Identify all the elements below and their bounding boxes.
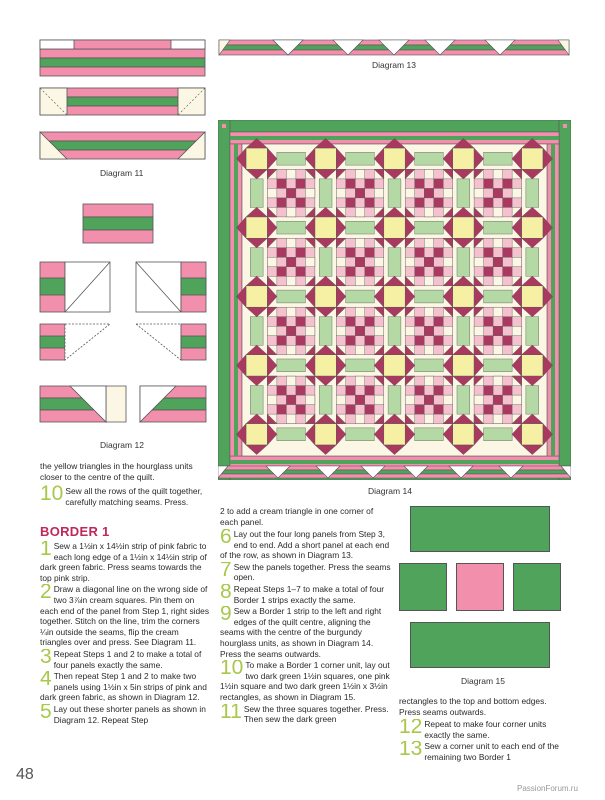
block-square [286, 238, 296, 248]
block-square [305, 188, 315, 198]
diagram-12-panels [36, 200, 211, 440]
diagram-14-quilt [218, 120, 571, 480]
block-square [484, 386, 494, 396]
block-square [365, 336, 375, 346]
block-center [355, 326, 365, 336]
block-square [365, 405, 375, 415]
col1-steps [40, 541, 210, 726]
star-center [522, 286, 543, 307]
step-number: 2 [40, 584, 52, 604]
sash-strip [526, 386, 539, 415]
block-square [267, 188, 277, 198]
diagram-13-border-strip [218, 38, 570, 60]
diagram-12-caption: Diagram 12 [100, 440, 144, 450]
block-square [296, 198, 306, 208]
step-text: Sew a 1½in x 14½in strip of pink fabric to each long edge of a 1½in x 14½in strip of dark green fabric. Press seams towards the top pink strip. [40, 541, 207, 583]
block-square [346, 405, 356, 415]
step-item [40, 584, 210, 648]
block-center [355, 188, 365, 198]
block-square [346, 317, 356, 327]
block-square [405, 188, 415, 198]
block-square [415, 267, 425, 277]
diagram-12-short-panel [83, 204, 153, 243]
block-square [346, 386, 356, 396]
step-item [399, 741, 571, 762]
section-heading: BORDER 1 [40, 524, 110, 539]
block-square [355, 376, 365, 386]
footer-watermark: PassionForum.ru [517, 784, 578, 793]
block-square [493, 238, 503, 248]
step-number: 12 [399, 719, 423, 738]
block-center [286, 188, 296, 198]
step-number: 11 [220, 703, 242, 723]
step-number: 10 [40, 482, 64, 505]
col3-steps [399, 719, 571, 763]
block-square [493, 207, 503, 217]
block-square [415, 386, 425, 396]
block-square [355, 238, 365, 248]
block-square [286, 376, 296, 386]
block-square [296, 248, 306, 258]
block-square [493, 276, 503, 286]
block-center [424, 257, 434, 267]
block-square [503, 198, 513, 208]
sash-strip [319, 386, 332, 415]
block-square [365, 386, 375, 396]
block-square [286, 169, 296, 179]
step-item [220, 562, 392, 583]
star-center [384, 148, 405, 169]
block-square [336, 395, 346, 405]
block-square [434, 248, 444, 258]
block-square [336, 326, 346, 336]
sash-strip [457, 179, 470, 208]
block-square [365, 179, 375, 189]
sash-strip [484, 359, 513, 372]
block-square [346, 267, 356, 277]
block-square [424, 376, 434, 386]
block-square [434, 386, 444, 396]
star-center [384, 286, 405, 307]
block-square [346, 248, 356, 258]
col1-step-10 [40, 482, 210, 507]
sash-strip [250, 179, 263, 208]
block-square [286, 276, 296, 286]
block-square [503, 386, 513, 396]
step-item [399, 719, 571, 740]
block-square [296, 317, 306, 327]
block-square [443, 188, 453, 198]
step-text: Repeat Steps 1 and 2 to make a total of four panels exactly the same. [53, 648, 202, 670]
block-square [512, 188, 522, 198]
block-center [493, 257, 503, 267]
block-center [424, 395, 434, 405]
col3-continuation [399, 696, 569, 717]
step-number: 7 [220, 561, 232, 581]
block-center [355, 395, 365, 405]
block-square [277, 267, 287, 277]
block-square [434, 198, 444, 208]
block-square [493, 345, 503, 355]
star-center [453, 355, 474, 376]
sash-strip [346, 290, 375, 303]
sash-strip [346, 359, 375, 372]
block-square [503, 267, 513, 277]
diagram-15-bottom-rect [410, 622, 550, 668]
block-square [267, 257, 277, 267]
step-text: Sew the panels together. Press the seams open. [233, 561, 391, 583]
step-number: 8 [220, 583, 232, 603]
star-center [522, 355, 543, 376]
star-center [453, 286, 474, 307]
block-square [405, 395, 415, 405]
step-item [220, 584, 392, 605]
block-square [503, 179, 513, 189]
block-square [405, 257, 415, 267]
block-square [355, 207, 365, 217]
block-square [424, 169, 434, 179]
star-center [246, 217, 267, 238]
block-square [415, 179, 425, 189]
diagram-11-panels [36, 38, 211, 178]
sash-strip [319, 248, 332, 277]
step-number: 4 [40, 671, 52, 691]
diagram-14-caption: Diagram 14 [368, 486, 412, 496]
diagram-15-top-rect [410, 506, 550, 552]
col2-continuation [220, 506, 390, 527]
sash-strip [415, 221, 444, 234]
block-square [374, 326, 384, 336]
star-center [384, 355, 405, 376]
sash-strip [346, 221, 375, 234]
star-center [315, 424, 336, 445]
block-square [484, 336, 494, 346]
block-square [503, 405, 513, 415]
step-item [40, 649, 210, 670]
block-square [484, 179, 494, 189]
block-square [346, 198, 356, 208]
sash-strip [526, 248, 539, 277]
block-square [374, 188, 384, 198]
block-square [415, 198, 425, 208]
step-text: Repeat Steps 1–7 to make a total of four Border 1 strips exactly the same. [233, 583, 385, 605]
step-text: Then repeat Step 1 and 2 to make two panels using 1½in x 5in strips of pink and dark green fabric, as shown in Diagram 12. [40, 671, 207, 703]
block-square [484, 405, 494, 415]
step-number: 6 [220, 529, 232, 548]
diagram-12-row-a [40, 262, 206, 312]
step-item [220, 606, 392, 659]
block-square [484, 317, 494, 327]
step-number: 13 [399, 741, 423, 761]
block-square [474, 188, 484, 198]
block-square [493, 169, 503, 179]
star-center [246, 148, 267, 169]
block-center [493, 188, 503, 198]
step-number: 1 [40, 541, 52, 560]
block-square [286, 345, 296, 355]
block-square [512, 395, 522, 405]
sash-strip [319, 317, 332, 346]
block-center [493, 395, 503, 405]
diagram-15-left-square [399, 563, 447, 611]
block-square [296, 405, 306, 415]
block-center [286, 395, 296, 405]
sash-strip [277, 152, 306, 165]
block-square [424, 307, 434, 317]
star-center [315, 355, 336, 376]
step-text: Lay out the four long panels from Step 3, end to end. Add a short panel at each end of the row, as shown in Diagram 13. [220, 529, 390, 561]
block-square [443, 395, 453, 405]
block-square [424, 414, 434, 424]
step-text: Sew a corner unit to each end of the remaining two Border 1 [424, 741, 559, 762]
sash-strip [388, 179, 401, 208]
star-center [315, 148, 336, 169]
block-square [365, 267, 375, 277]
star-center [384, 424, 405, 445]
col3-cont-text: rectangles to the top and bottom edges. Press seams outwards. [399, 696, 547, 717]
star-center [246, 424, 267, 445]
block-square [484, 198, 494, 208]
step-text: Sew all the rows of the quilt together, carefully matching seams. Press. [65, 486, 203, 507]
diagram-11-pinned-panel [40, 88, 205, 115]
block-square [355, 276, 365, 286]
col1-intro [40, 461, 208, 482]
sash-strip [388, 248, 401, 277]
sash-strip [484, 290, 513, 303]
step-item [40, 541, 210, 583]
star-center [522, 148, 543, 169]
block-square [336, 257, 346, 267]
step-text: To make a Border 1 corner unit, lay out two dark green 1½in squares, one pink 1½in square and two dark green 1½in x 3½in rectangles, as shown in Diagram 15. [220, 660, 390, 702]
block-square [434, 267, 444, 277]
block-square [277, 317, 287, 327]
step-item [220, 660, 392, 702]
block-square [484, 267, 494, 277]
block-square [415, 248, 425, 258]
block-center [286, 257, 296, 267]
step-number: 5 [40, 703, 52, 723]
block-square [415, 336, 425, 346]
star-center [315, 286, 336, 307]
block-square [346, 179, 356, 189]
star-center [384, 217, 405, 238]
sash-strip [415, 359, 444, 372]
block-square [424, 276, 434, 286]
step-text: Lay out these shorter panels as shown in Diagram 12. Repeat Step [53, 703, 206, 725]
diagram-14-bottom-strip [218, 464, 571, 484]
star-center [522, 217, 543, 238]
block-square [374, 395, 384, 405]
block-square [277, 179, 287, 189]
star-center [453, 217, 474, 238]
block-square [296, 386, 306, 396]
block-square [512, 326, 522, 336]
block-square [493, 307, 503, 317]
sash-strip [484, 221, 513, 234]
step-text: Draw a diagonal line on the wrong side of two 3⅞in cream squares. Pin them on each end of the panel from Step 1, right sides together. Stitch on the line, trim the corners ¼in outside the seams, flip the cream triangles over and press. See Diagram 11. [40, 584, 210, 648]
diagram-12-row-b [40, 324, 206, 360]
page-number: 48 [16, 766, 34, 783]
block-square [503, 248, 513, 258]
block-square [434, 405, 444, 415]
block-center [286, 326, 296, 336]
step-item [40, 704, 210, 725]
block-square [267, 395, 277, 405]
col2-cont-text: 2 to add a cream triangle in one corner of each panel. [220, 506, 374, 527]
diagram-13-caption: Diagram 13 [372, 60, 416, 70]
block-square [474, 257, 484, 267]
block-square [277, 405, 287, 415]
diagram-15-right-square [513, 563, 561, 611]
step-item [220, 529, 392, 561]
step-item [40, 671, 210, 703]
block-square [443, 257, 453, 267]
sash-strip [388, 386, 401, 415]
block-square [424, 238, 434, 248]
sash-strip [250, 317, 263, 346]
block-square [365, 248, 375, 258]
sash-strip [277, 428, 306, 441]
block-square [474, 395, 484, 405]
star-center [246, 355, 267, 376]
block-square [474, 326, 484, 336]
sash-strip [277, 221, 306, 234]
block-square [415, 405, 425, 415]
block-square [277, 336, 287, 346]
sash-strip [277, 359, 306, 372]
sash-strip [415, 428, 444, 441]
step-number: 9 [220, 606, 232, 626]
block-square [374, 257, 384, 267]
star-center [246, 286, 267, 307]
diagram-11-caption: Diagram 11 [100, 168, 144, 178]
diagram-11-finished-panel [40, 132, 205, 159]
sash-strip [484, 152, 513, 165]
sash-strip [346, 428, 375, 441]
step-text: Repeat to make four corner units exactly the same. [424, 719, 547, 740]
sash-strip [457, 386, 470, 415]
block-square [424, 345, 434, 355]
block-square [355, 345, 365, 355]
block-square [286, 307, 296, 317]
sash-strip [457, 317, 470, 346]
sash-strip [250, 386, 263, 415]
block-square [346, 336, 356, 346]
block-square [277, 248, 287, 258]
block-square [365, 317, 375, 327]
block-square [296, 179, 306, 189]
star-center [453, 148, 474, 169]
sash-strip [457, 248, 470, 277]
sash-strip [526, 179, 539, 208]
sash-strip [250, 248, 263, 277]
block-square [277, 386, 287, 396]
block-square [365, 198, 375, 208]
block-square [415, 317, 425, 327]
block-square [503, 336, 513, 346]
block-square [355, 307, 365, 317]
block-center [424, 326, 434, 336]
block-square [296, 267, 306, 277]
block-center [355, 257, 365, 267]
block-square [277, 198, 287, 208]
block-square [286, 414, 296, 424]
col2-steps [220, 529, 392, 726]
block-square [484, 248, 494, 258]
step-text: Sew a Border 1 strip to the left and right edges of the quilt centre, aligning the seams with the centre of the burgundy hourglass units, as shown in Diagram 14. Press the seams outwards. [220, 606, 382, 659]
block-square [405, 326, 415, 336]
block-square [434, 336, 444, 346]
sash-strip [346, 152, 375, 165]
col1-intro-text: the yellow triangles in the hourglass units closer to the centre of the quilt. [40, 461, 193, 482]
sash-strip [526, 317, 539, 346]
sash-strip [388, 317, 401, 346]
block-square [512, 257, 522, 267]
block-square [424, 207, 434, 217]
block-square [267, 326, 277, 336]
sash-strip [319, 179, 332, 208]
block-square [493, 376, 503, 386]
block-square [355, 169, 365, 179]
step-text: Sew the three squares together. Press. Then sew the dark green [243, 703, 389, 725]
diagram-15-center-square [456, 563, 504, 611]
star-center [522, 424, 543, 445]
step-number: 3 [40, 648, 52, 668]
diagram-11-strip-panel [40, 40, 205, 76]
star-center [315, 217, 336, 238]
step-item [220, 704, 392, 725]
block-square [434, 317, 444, 327]
block-square [336, 188, 346, 198]
block-square [305, 395, 315, 405]
block-center [493, 326, 503, 336]
block-square [296, 336, 306, 346]
block-square [286, 207, 296, 217]
block-square [503, 317, 513, 327]
block-square [434, 179, 444, 189]
block-square [493, 414, 503, 424]
step-number: 10 [220, 660, 244, 680]
sash-strip [484, 428, 513, 441]
block-center [424, 188, 434, 198]
sash-strip [415, 290, 444, 303]
sash-strip [415, 152, 444, 165]
block-square [443, 326, 453, 336]
block-square [305, 257, 315, 267]
diagram-12-row-c [40, 386, 206, 422]
sash-strip [277, 290, 306, 303]
block-square [305, 326, 315, 336]
star-center [453, 424, 474, 445]
block-square [355, 414, 365, 424]
diagram-15-caption: Diagram 15 [461, 676, 505, 686]
